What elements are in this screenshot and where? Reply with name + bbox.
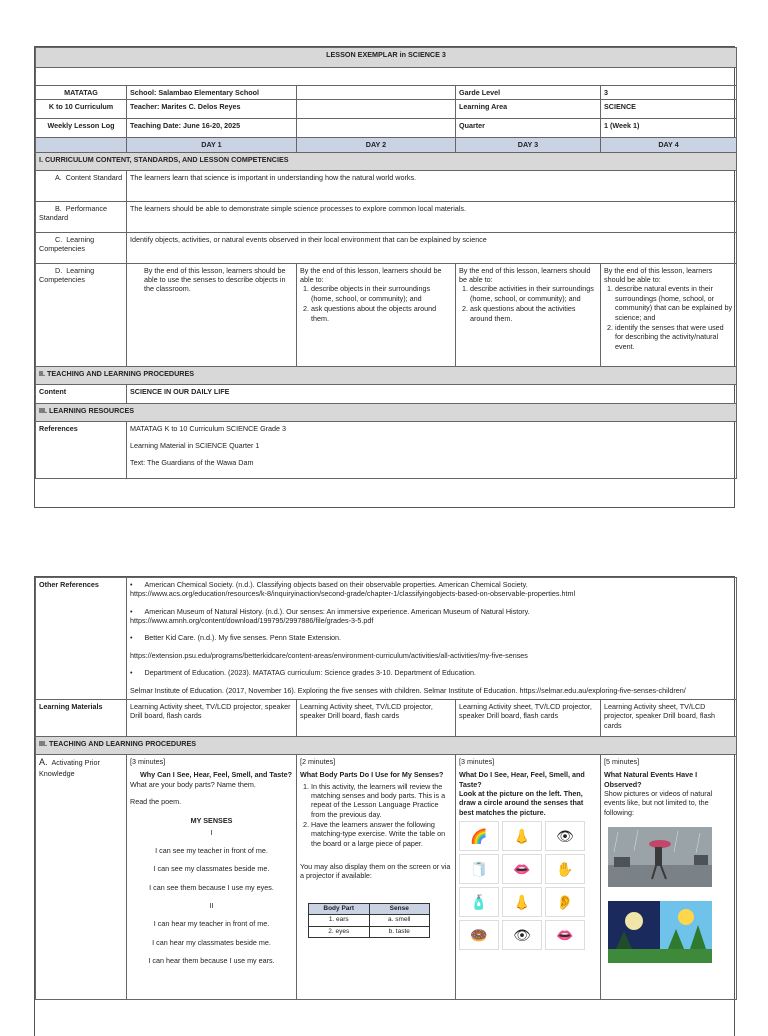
school-name: School: Salambao Elementary School <box>127 86 297 100</box>
content-label: Content <box>36 384 127 403</box>
section-procedures-2: III. TEACHING AND LEARNING PROCEDURES <box>36 736 737 754</box>
content-standard-text: The learners learn that science is important in understanding how the natural world works. <box>127 170 737 201</box>
materials-day3: Learning Activity sheet, TV/LCD projector, speaker Drill board, flash cards <box>456 699 601 736</box>
mouth-icon: 👄 <box>502 854 542 884</box>
day-4-header: DAY 4 <box>601 138 737 152</box>
lesson-page-2 <box>34 576 735 1036</box>
section-procedures: II. TEACHING AND LEARNING PROCEDURES <box>36 366 737 384</box>
other-references-list: • American Chemical Society. (n.d.). Classifying objects based on their observable properties. American Chemical Society. https://www.acs.org/education/resources/k-8/inquiryinaction/second-grade/chapter-1/classifyingobjects-based-on-observable-properties.html • American Museum of Natural History. (n.d.). Our senses: An immersive experience. American Museum of Natural History. https://www.amnh.org/content/download/199795/2997886/file/grades-3-5.pdf • Better Kid Care. (n.d.). My five senses. Penn State Extension. https://extension.psu.edu/programs/betterkidcare/content-areas/environment-curriculum/activities/all-activities/my-five-senses • Department of Education. (2023). MATATAG curriculum: Science grades 3-10. Department of Education. Selmar Institute of Education. (2017, November 16). Exploring the five senses with children. Selmar Institute of Education. https://selmar.edu.au/exploring-five-senses-children/ <box>127 578 737 700</box>
perfume-icon: 🧴 <box>459 887 499 917</box>
performance-standard-label: B. Performance Standard <box>36 201 127 232</box>
teacher-name: Teacher: Marites C. Delos Reyes <box>127 100 297 119</box>
day-2-header: DAY 2 <box>297 138 456 152</box>
blank-row <box>36 68 737 86</box>
header-curriculum: K to 10 Curriculum <box>36 100 127 119</box>
grade-label: Garde Level <box>456 86 601 100</box>
hand-icon: ✋ <box>545 854 585 884</box>
competencies-d-day4: By the end of this lesson, learners should be able to: 1. describe natural events in their surroundings (home, school, or community) that can be explained by science; and 2. identify the senses that were used for describing the activity/natural event. <box>601 263 737 366</box>
competencies-d-day2: By the end of this lesson, learners should be able to: 1. describe objects in their surroundings (home, school, or community); and 2. ask questions about the objects around them. <box>297 263 456 366</box>
references-list: MATATAG K to 10 Curriculum SCIENCE Grade 3 Learning Material in SCIENCE Quarter 1 Text: The Guardians of the Wawa Dam <box>127 421 737 478</box>
ear-icon: 👂 <box>545 887 585 917</box>
eye-icon: 👁 <box>545 821 585 851</box>
section-resources: III. LEARNING RESOURCES <box>36 403 737 421</box>
eye-icon: 👁 <box>502 920 542 950</box>
donut-icon: 🍩 <box>459 920 499 950</box>
reference-link[interactable]: https://www.amnh.org/content/download/199795/2997886/file/grades-3-5.pdf <box>130 616 374 626</box>
area-value: SCIENCE <box>601 100 737 119</box>
activating-label: A. Activating Prior Knowledge <box>36 754 127 999</box>
competencies-d-label: D. Learning Competencies <box>36 263 127 366</box>
day-3-header: DAY 3 <box>456 138 601 152</box>
content-value: SCIENCE IN OUR DAILY LIFE <box>127 384 737 403</box>
header-matatag: MATATAG <box>36 86 127 100</box>
other-references-label: Other References <box>36 578 127 700</box>
tissue-icon: 🧻 <box>459 854 499 884</box>
grade-value: 3 <box>601 86 737 100</box>
learning-materials-label: Learning Materials <box>36 699 127 736</box>
section-curriculum: I. CURRICULUM CONTENT, STANDARDS, AND LESSON COMPETENCIES <box>36 152 737 170</box>
materials-day4: Learning Activity sheet, TV/LCD projector, speaker Drill board, flash cards <box>601 699 737 736</box>
content-standard-label: A. Content Standard <box>36 170 127 201</box>
rain-scene-image <box>608 827 712 887</box>
day-night-image <box>608 901 712 963</box>
lesson-page-1 <box>34 46 735 508</box>
activating-day1: [3 minutes] Why Can I See, Hear, Feel, Smell, and Taste? What are your body parts? Name them. Read the poem. MY SENSES I I can see my teacher in front of me. I can see my classmates beside me. I can see them because I use my eyes. II I can hear my teacher in front of me. I can hear my classmates beside me. I can hear them because I use my ears. <box>127 754 297 999</box>
reference-link[interactable]: https://www.acs.org/education/resources/k-8/inquiryinaction/second-grade/chapter-1/classifyingobjects-based-on-observable-properties.html <box>130 589 576 599</box>
page-title: LESSON EXEMPLAR in SCIENCE 3 <box>36 48 737 68</box>
area-label: Learning Area <box>456 100 601 119</box>
competencies-c-text: Identify objects, activities, or natural events observed in their local environment that can be explained by science <box>127 232 737 263</box>
nose-icon: 👃 <box>502 821 542 851</box>
quarter-value: 1 (Week 1) <box>601 119 737 138</box>
poem: MY SENSES I I can see my teacher in front of me. I can see my classmates beside me. I can see them because I use my eyes. II I can hear my teacher in front of me. I can hear my classmates beside me. I can hear them because I use my ears. <box>148 816 275 966</box>
performance-standard-text: The learners should be able to demonstrate simple science processes to explore common local materials. <box>127 201 737 232</box>
activating-day3: [3 minutes] What Do I See, Hear, Feel, Smell, and Taste? Look at the picture on the left. Then, draw a circle around the senses that best matches the picture. 🌈 👃 👁 🧻 👄 ✋ 🧴 👃 👂 🍩 👁 👄 <box>456 754 601 999</box>
matching-table: Body Part Sense 1. ears a. smell 2. eyes b. taste <box>308 903 430 938</box>
header-weekly-log: Weekly Lesson Log <box>36 119 127 138</box>
references-label: References <box>36 421 127 478</box>
activating-day4: [5 minutes] What Natural Events Have I Observed? Show pictures or videos of natural events like, but not limited to, the following: <box>601 754 737 999</box>
competencies-c-label: C. Learning Competencies <box>36 232 127 263</box>
rainbow-icon: 🌈 <box>459 821 499 851</box>
reference-link[interactable]: https://extension.psu.edu/programs/betterkidcare/content-areas/environment-curriculum/activities/all-activities/my-five-senses <box>130 650 528 660</box>
mouth-icon: 👄 <box>545 920 585 950</box>
materials-day2: Learning Activity sheet, TV/LCD projector, speaker Drill board, flash cards <box>297 699 456 736</box>
competencies-d-day3: By the end of this lesson, learners should be able to: 1. describe activities in their surroundings (home, school, or community); and 2. ask questions about the activities around them. <box>456 263 601 366</box>
day-1-header: DAY 1 <box>127 138 297 152</box>
teaching-date: Teaching Date: June 16-20, 2025 <box>127 119 297 138</box>
nose-icon: 👃 <box>502 887 542 917</box>
activating-day2: [2 minutes] What Body Parts Do I Use for My Senses? 1. In this activity, the learners will review the matching senses and body parts. This is a repeat of the Lesson Language Practice from the previous day. 2. Have the learners answer the following matching-type exercise. Write the table on the board or a large piece of paper. You may also display them on the screen or via a projector if available: Body Part Sense 1. ears a. smell 2. eyes b. taste <box>297 754 456 999</box>
competencies-d-day1: By the end of this lesson, learners should be able to use the senses to describe objects in the classroom. <box>127 263 297 366</box>
senses-picture-grid <box>459 821 597 950</box>
materials-day1: Learning Activity sheet, TV/LCD projector, speaker Drill board, flash cards <box>127 699 297 736</box>
quarter-label: Quarter <box>456 119 601 138</box>
